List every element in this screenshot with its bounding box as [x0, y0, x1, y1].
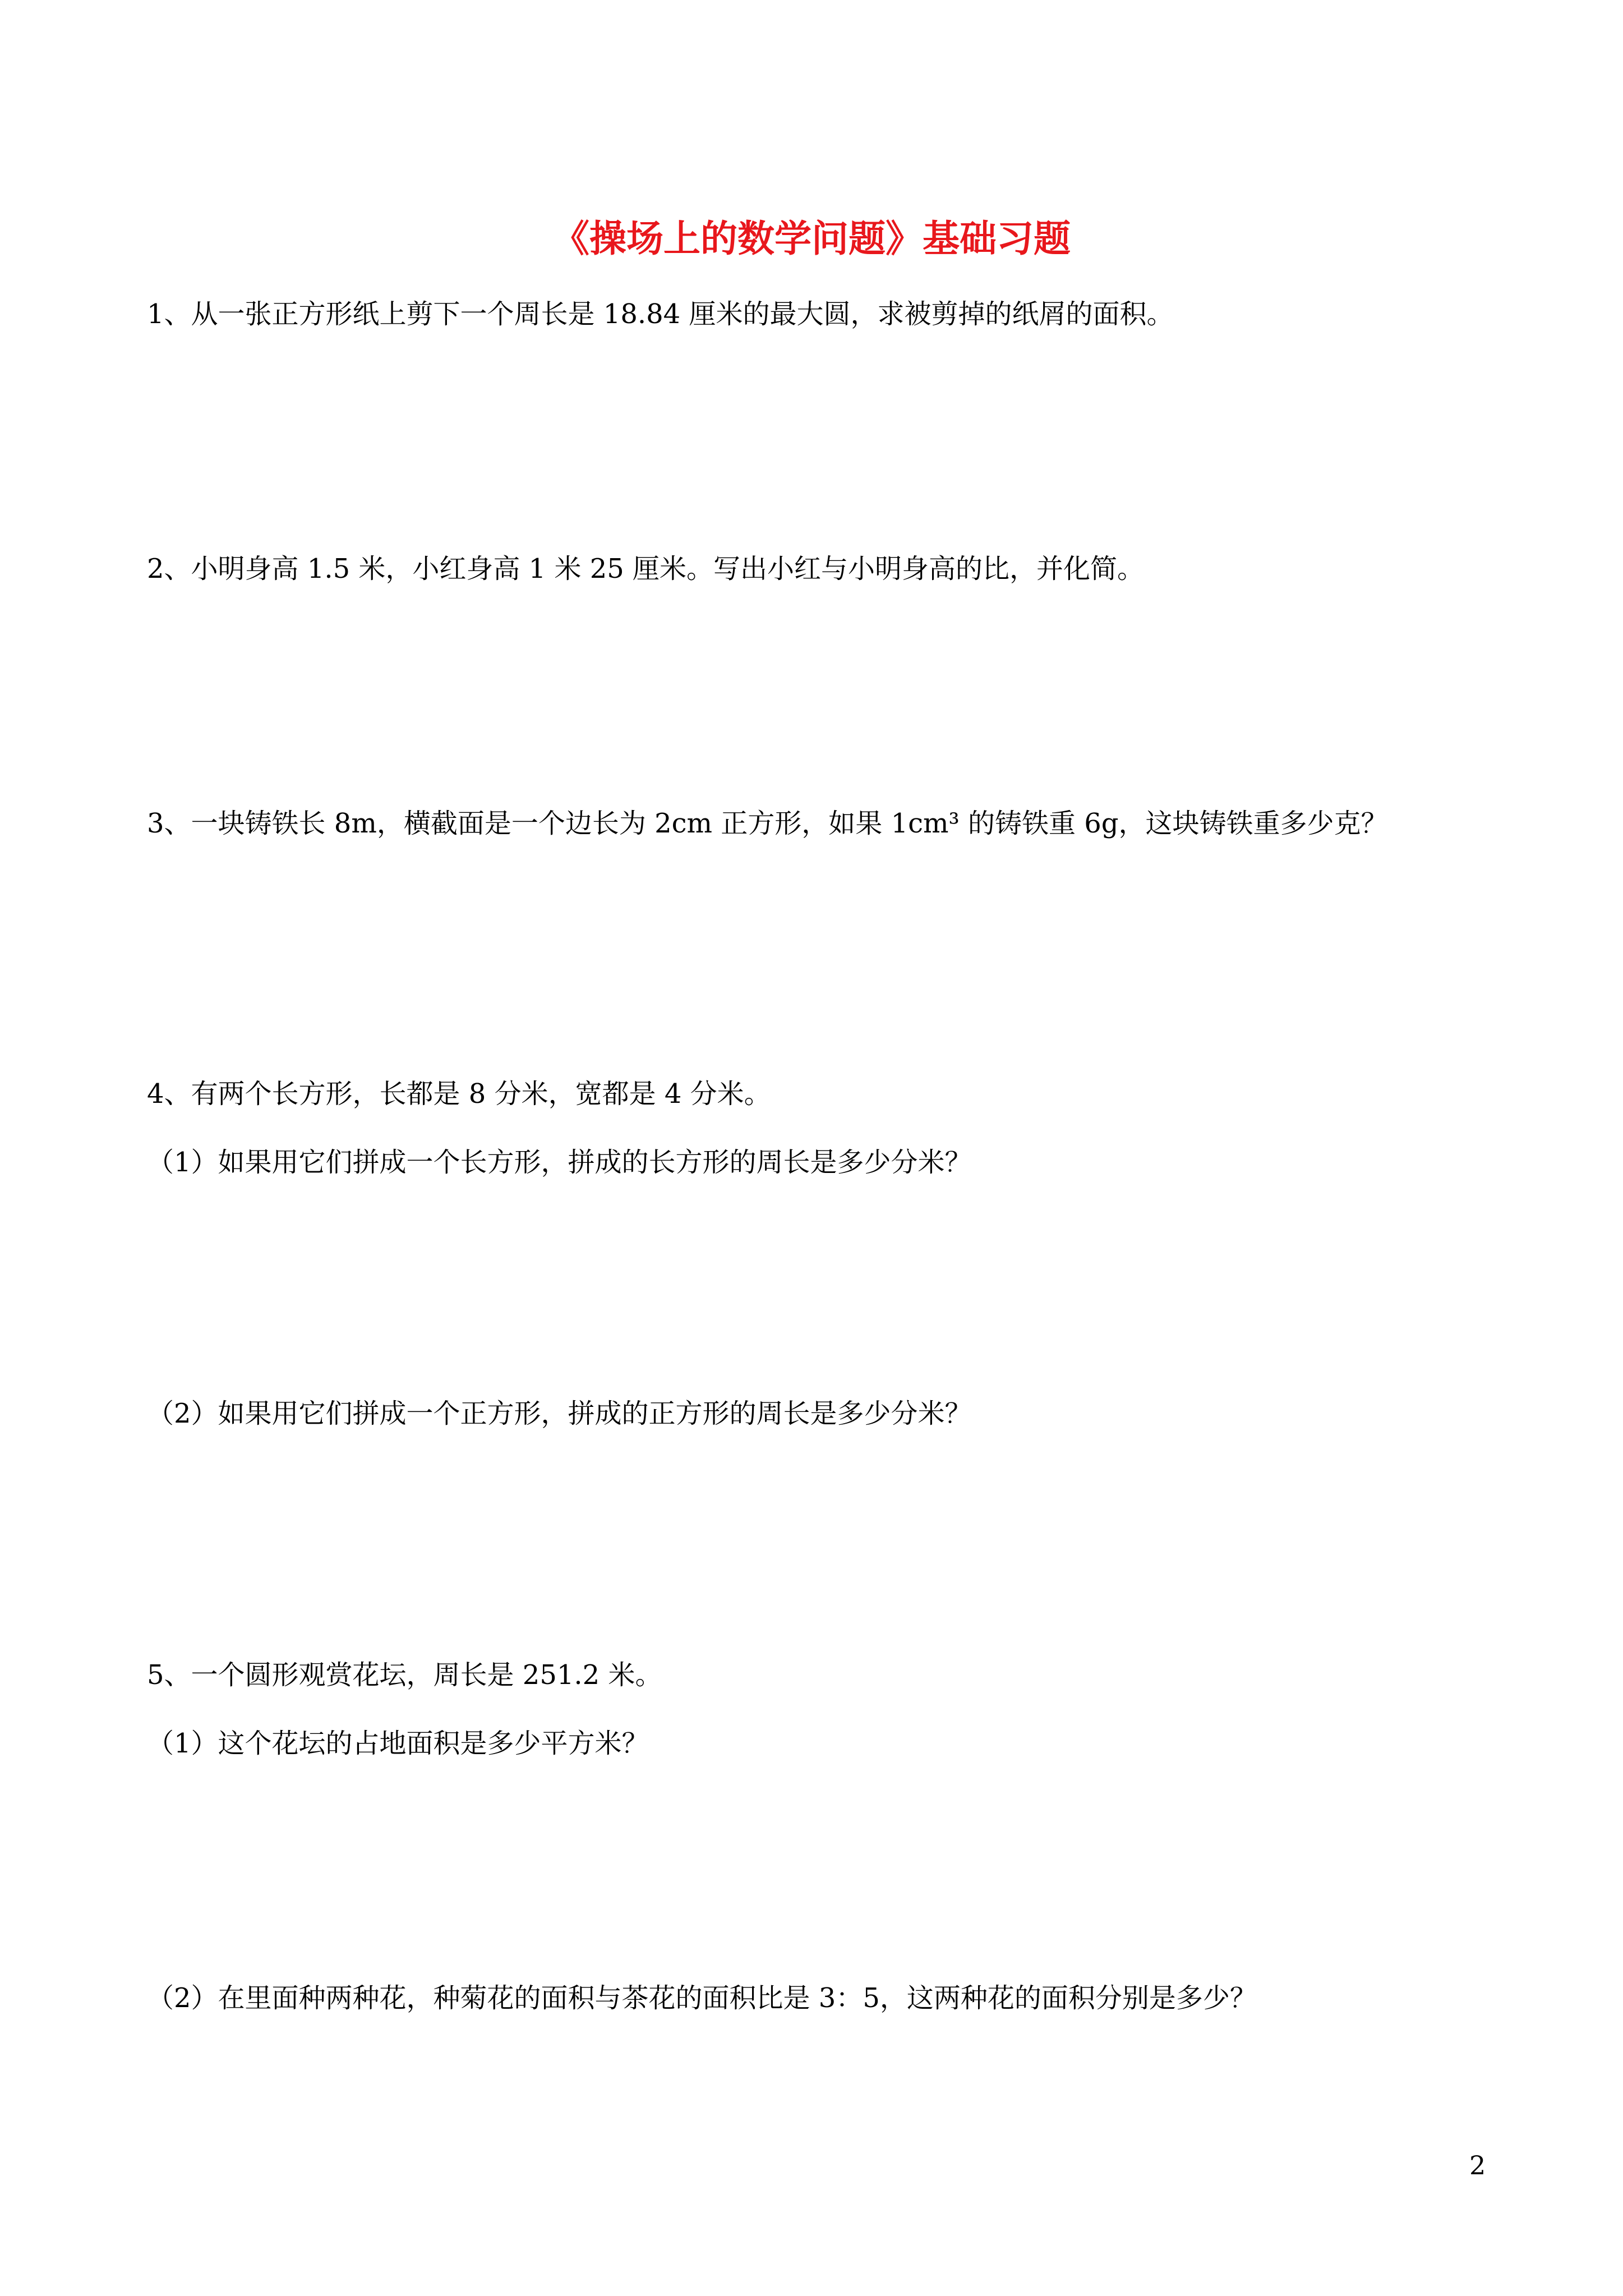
question-4-part-2: （2）如果用它们拼成一个正方形，拼成的正方形的周长是多少分米？	[147, 1398, 972, 1429]
page-number: 2	[1469, 2150, 1486, 2180]
question-4: 4、有两个长方形，长都是 8 分米，宽都是 4 分米。	[147, 1078, 771, 1110]
page-title: 《操场上的数学问题》基础习题	[552, 217, 1071, 260]
question-3: 3、一块铸铁长 8m，横截面是一个边长为 2cm 正方形，如果 1cm³ 的铸铁重 6g，这块铸铁重多少克？	[147, 808, 1388, 839]
question-1: 1、从一张正方形纸上剪下一个周长是 18.84 厘米的最大圆，求被剪掉的纸屑的面积。	[147, 298, 1174, 330]
question-4-part-1: （1）如果用它们拼成一个长方形，拼成的长方形的周长是多少分米？	[147, 1147, 972, 1178]
question-5: 5、一个圆形观赏花坛，周长是 251.2 米。	[147, 1659, 662, 1691]
question-5-part-2: （2）在里面种两种花，种菊花的面积与茶花的面积比是 3：5，这两种花的面积分别是多少？	[147, 1982, 1257, 2014]
question-5-part-1: （1）这个花坛的占地面积是多少平方米？	[147, 1728, 649, 1759]
question-2: 2、小明身高 1.5 米，小红身高 1 米 25 厘米。写出小红与小明身高的比，并化简。	[147, 553, 1145, 585]
